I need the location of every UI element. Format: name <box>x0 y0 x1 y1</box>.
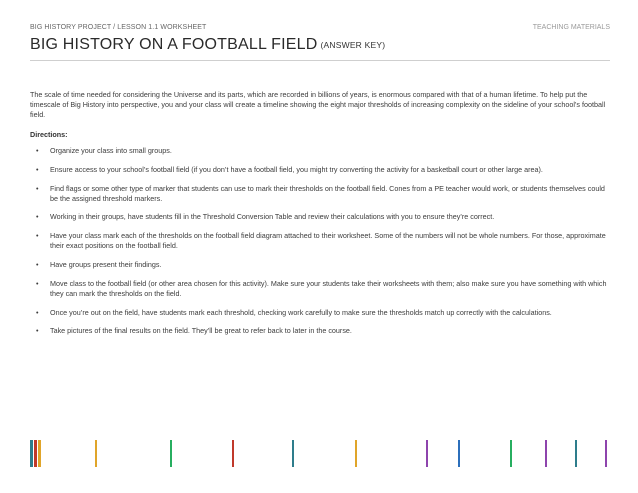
list-item <box>30 260 612 270</box>
list-item <box>30 165 612 175</box>
list-item-text: Move class to the football field (or other area chosen for this activity). Make sure your students take their worksheets with them; also make sure you have something with which they can mark the thresholds on the field. <box>50 278 607 298</box>
stripe-8 <box>355 440 357 467</box>
stripe-12 <box>545 440 547 467</box>
bullet-icon: • <box>36 164 39 174</box>
list-item-text: Find flags or some other type of marker that students can use to mark their thresholds on the football field. Cones from a PE teacher would work, or students themselves could be the assigned threshold markers. <box>50 183 605 203</box>
header-divider <box>30 60 610 61</box>
list-item-text: Ensure access to your school’s football field (if you don’t have a football field, you might try converting the activity for a basketball court or other large area). <box>50 164 543 174</box>
stripe-7 <box>292 440 294 467</box>
list-item <box>30 308 612 318</box>
list-item-text: Working in their groups, have students fill in the Threshold Conversion Table and review their calculations with you to ensure they’re correct. <box>50 212 495 222</box>
bullet-icon: • <box>36 146 39 155</box>
list-item <box>30 231 612 251</box>
stripe-9 <box>426 440 428 467</box>
bullet-icon: • <box>36 326 39 336</box>
list-item <box>30 184 612 204</box>
directions-heading: Directions: <box>30 130 68 139</box>
stripe-2 <box>34 440 37 467</box>
stripe-10 <box>458 440 460 467</box>
intro-paragraph: The scale of time needed for considering the Universe and its parts, which are recorded in billions of years, is enormous compared with that of a human lifetime. To help put the timescale of Big History into perspective, you and your class will create a timeline showing the eight major thresholds of increasing complexity on the sideline of your school’s football field. <box>30 90 606 119</box>
worksheet-kicker: BIG HISTORY PROJECT / LESSON 1.1 WORKSHEET <box>30 24 207 31</box>
stripe-13 <box>575 440 577 467</box>
list-item <box>30 326 612 336</box>
list-item <box>30 212 612 222</box>
bullet-icon: • <box>36 183 39 193</box>
list-item-text: Have groups present their findings. <box>50 259 162 269</box>
worksheet-body <box>30 90 612 345</box>
stripe-4 <box>95 440 97 467</box>
list-item-text: Once you’re out on the field, have students mark each threshold, checking work carefully to make sure the thresholds match up correctly with the calculations. <box>50 307 552 317</box>
stripe-3 <box>38 440 41 467</box>
bullet-icon: • <box>36 278 39 288</box>
title-text: BIG HISTORY ON A FOOTBALL FIELD <box>30 36 318 53</box>
bullet-icon: • <box>36 231 39 241</box>
teaching-materials-label: TEACHING MATERIALS <box>532 24 610 31</box>
page-title <box>30 36 385 54</box>
stripe-11 <box>510 440 512 467</box>
bullet-icon: • <box>36 307 39 317</box>
stripe-6 <box>232 440 234 467</box>
answer-key-label: (ANSWER KEY) <box>320 40 386 50</box>
list-item <box>30 279 612 299</box>
list-item-text: Have your class mark each of the thresholds on the football field diagram attached to their worksheet. Some of the numbers will not be whole numbers. For those, approximate their exact positions on the football field. <box>50 231 606 251</box>
bullet-icon: • <box>36 259 39 269</box>
list-item <box>30 146 612 156</box>
stripe-14 <box>605 440 607 467</box>
list-item-text: Organize your class into small groups. <box>50 146 172 155</box>
bullet-icon: • <box>36 212 39 222</box>
stripe-1 <box>30 440 33 467</box>
directions-list <box>30 146 612 336</box>
stripe-5 <box>170 440 172 467</box>
list-item-text: Take pictures of the final results on the field. They’ll be great to refer back to later in the course. <box>50 326 352 336</box>
